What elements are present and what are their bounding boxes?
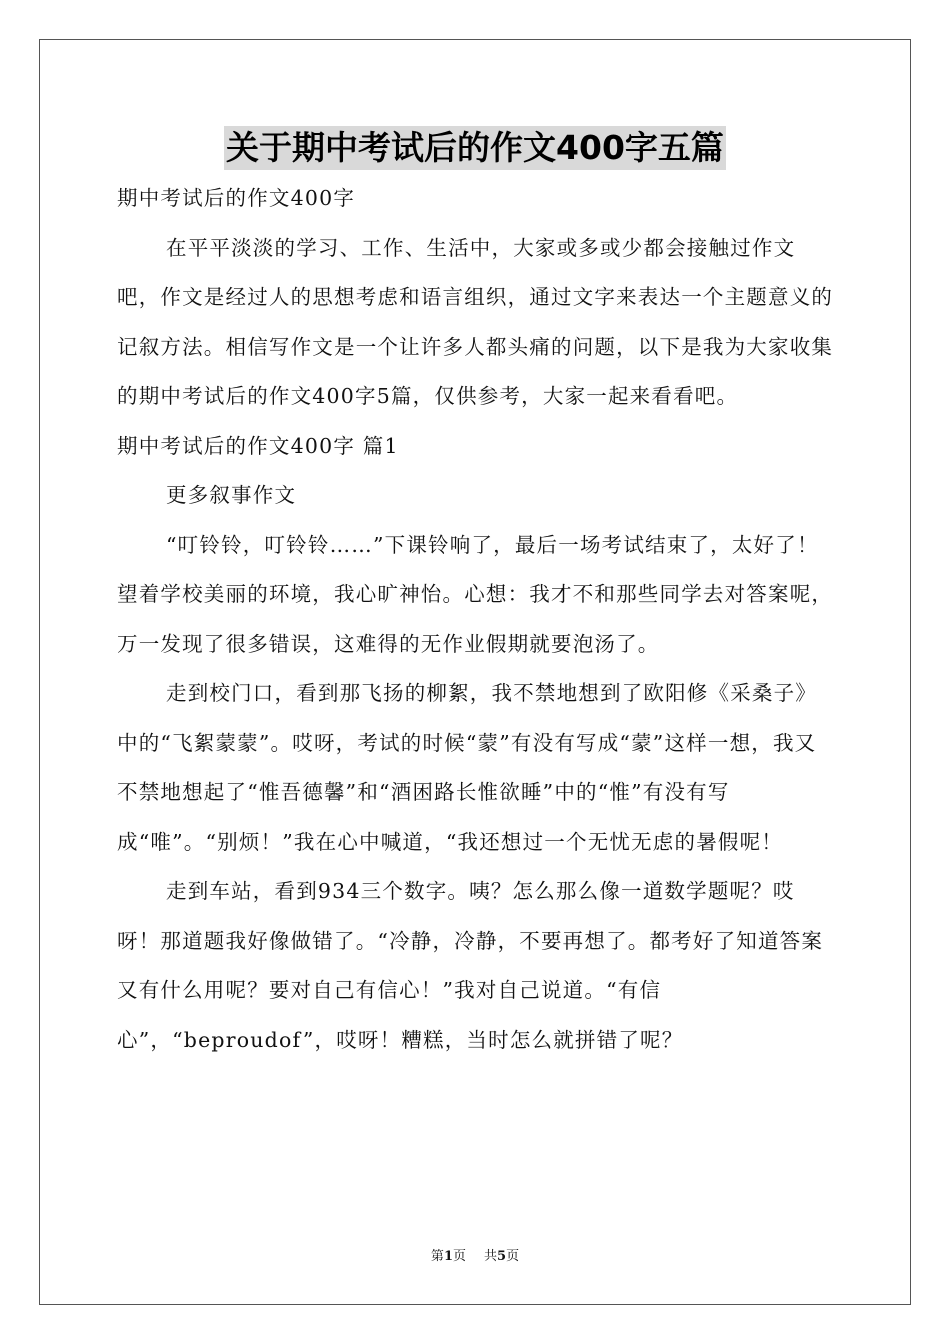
body-paragraph: “叮铃铃，叮铃铃……”下课铃响了，最后一场考试结束了，太好了！望着学校美丽的环境，我心旷神怡。心想：我才不和那些同学去对答案呢，万一发现了很多错误，这难得的无作业假期就要泡汤了。 [117,532,834,656]
section-heading: 期中考试后的作文400字 篇1 [117,433,399,458]
page-total [484,1249,519,1264]
body-paragraph: 走到车站，看到934三个数字。咦？怎么那么像一道数学题呢？哎呀！那道题我好像做错了。“冷静，冷静，不要再想了。都考好了知道答案又有什么用呢？要对自己有信心！”我对自己说道。“有信心”，“beproudof”，哎呀！糟糕，当时怎么就拼错了呢？ [117,879,824,1052]
document-title: 关于期中考试后的作文400字五篇 [224,126,726,170]
body-paragraph: 走到校门口，看到那飞扬的柳絮，我不禁地想到了欧阳修《采桑子》中的“飞絮蒙蒙”。哎呀，考试的时候“蒙”有没有写成“蒙”这样一想，我又不禁地想起了“惟吾德馨”和“酒困路长惟欲睡”中的“惟”有没有写成“唯”。“别烦！”我在心中喊道，“我还想过一个无忧无虑的暑假呢！ [117,681,817,854]
document-body [117,174,837,1065]
page-prefix: 第 [430,1249,444,1264]
page-footer [0,1248,950,1266]
total-prefix: 共 [484,1249,498,1264]
current-page: 1 [443,1249,453,1264]
total-suffix: 页 [506,1249,520,1264]
section-heading: 期中考试后的作文400字 [117,186,356,210]
title-container [0,126,950,170]
page-suffix: 页 [452,1249,466,1264]
category-line: 更多叙事作文 [166,483,297,507]
intro-paragraph: 在平平淡淡的学习、工作、生活中，大家或多或少都会接触过作文吧，作文是经过人的思想考虑和语言组织，通过文字来表达一个主题意义的记叙方法。相信写作文是一个让许多人都头痛的问题，以下是我为大家收集的期中考试后的作文400字5篇，仅供参考，大家一起来看看吧。 [117,235,834,408]
total-pages: 5 [497,1249,507,1264]
page-number [431,1249,466,1264]
